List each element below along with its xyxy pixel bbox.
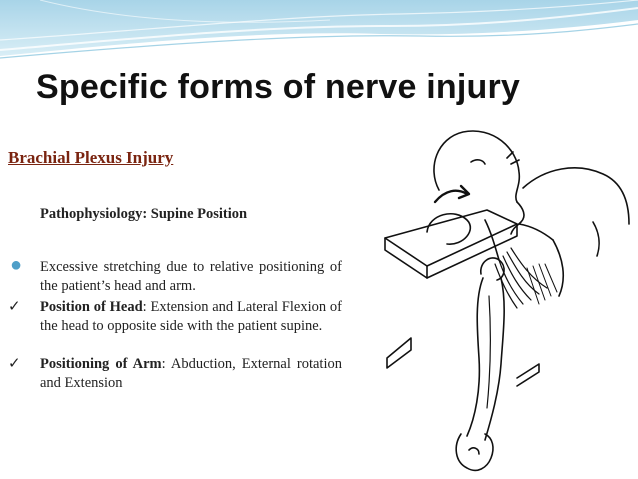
bullet-item — [6, 254, 342, 296]
subtitle: Brachial Plexus Injury — [8, 148, 174, 167]
bullet-text: : Extension and Lateral Flexion of the head to opposite side with the patient supine. — [40, 299, 342, 334]
bullet-dot-icon: ● — [10, 254, 23, 276]
bullet-item — [6, 298, 342, 336]
section-heading: Pathophysiology: Supine Position — [40, 206, 248, 222]
checkmark-icon: ✓ — [8, 356, 21, 372]
bullet-label: Position of Head — [40, 299, 143, 315]
bullet-item — [6, 355, 342, 393]
bullet-text: Excessive stretching due to relative positioning of the patient’s head and arm. — [40, 259, 342, 294]
bullet-text: : Abduction, External rotation and Extension — [40, 356, 342, 391]
bullet-list — [6, 254, 342, 393]
supine-arm-abduction-illustration — [367, 128, 637, 479]
checkmark-icon: ✓ — [8, 299, 21, 315]
decorative-banner — [0, 0, 638, 62]
slide-title: Specific forms of nerve injury — [36, 68, 521, 106]
bullet-label: Positioning of Arm — [40, 356, 162, 372]
